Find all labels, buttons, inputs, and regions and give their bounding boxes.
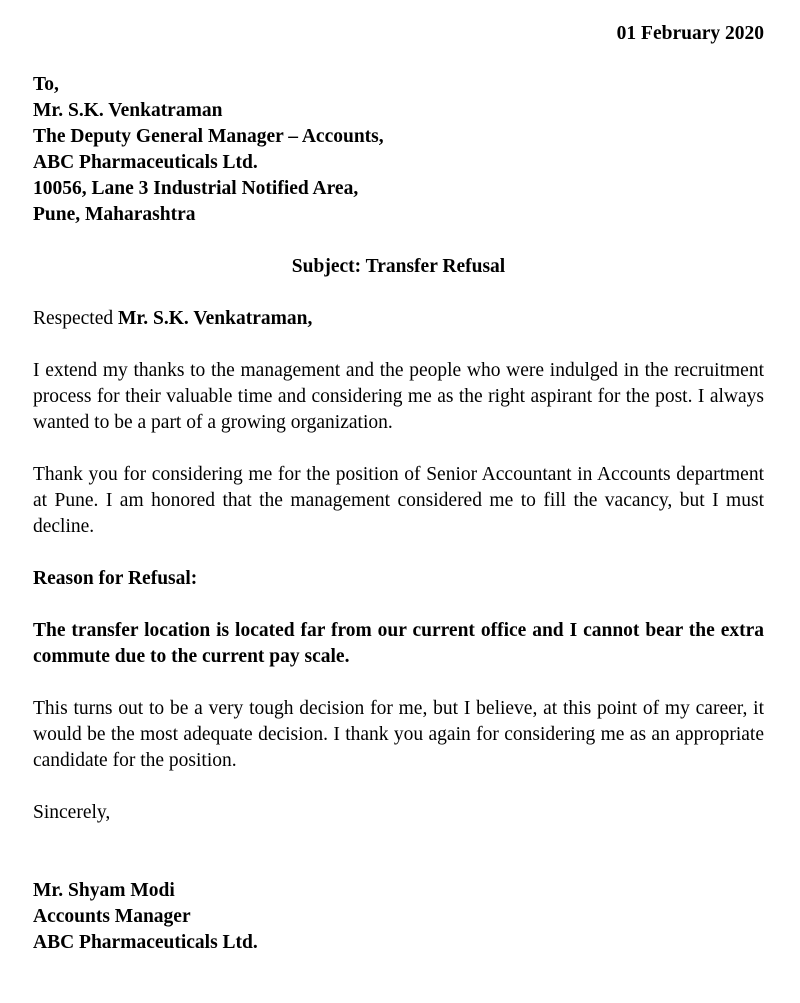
reason-text: The transfer location is located far from our current office and I cannot bear the extra commute due to the current pay scale.: [33, 620, 764, 667]
recipient-title: The Deputy General Manager – Accounts,: [33, 126, 384, 147]
salutation: [33, 306, 764, 332]
closing: Sincerely,: [33, 802, 111, 823]
paragraph-decline: Thank you for considering me for the position of Senior Accountant in Accounts department at Pune. I am honored that the management considered me to fill the vacancy, but I must decline.: [33, 464, 764, 537]
signature-block: [33, 878, 764, 956]
paragraph-closing-remarks: This turns out to be a very tough decision for me, but I believe, at this point of my career, it would be the most adequate decision. I thank you again for considering me as an appropriate candidate for the position.: [33, 698, 764, 771]
letter-date: 01 February 2020: [616, 23, 764, 44]
reason-heading: Reason for Refusal:: [33, 568, 198, 589]
paragraph-thanks: I extend my thanks to the management and the people who were indulged in the recruitment process for their valuable time and considering me as the right aspirant for the post. I always wanted to be a part of a growing organization.: [33, 360, 764, 433]
recipient-address: [33, 72, 764, 228]
sender-company: ABC Pharmaceuticals Ltd.: [33, 932, 258, 953]
recipient-address-line: 10056, Lane 3 Industrial Notified Area,: [33, 178, 359, 199]
sender-title: Accounts Manager: [33, 906, 191, 927]
letter-subject: Subject: Transfer Refusal: [291, 256, 506, 277]
recipient-name: Mr. S.K. Venkatraman: [33, 100, 223, 121]
recipient-to: To,: [33, 74, 59, 95]
sender-name: Mr. Shyam Modi: [33, 880, 175, 901]
salutation-name: Mr. S.K. Venkatraman,: [118, 308, 313, 329]
salutation-prefix: Respected: [33, 308, 119, 329]
recipient-company: ABC Pharmaceuticals Ltd.: [33, 152, 258, 173]
recipient-city: Pune, Maharashtra: [33, 204, 196, 225]
